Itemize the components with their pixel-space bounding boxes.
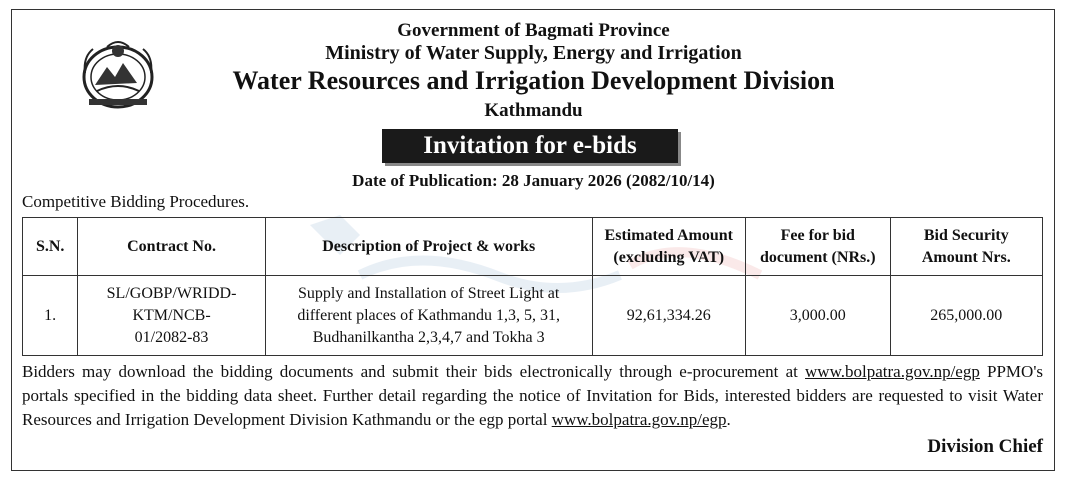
table-row [23,276,1043,356]
header-fee [745,218,890,276]
cell-desc-line2: different places of Kathmandu 1,3, 5, 31, [297,306,561,324]
cell-security: 265,000.00 [890,276,1042,356]
location-title: Kathmandu [484,100,583,121]
notice-text-1: Bidders may download the bidding documents and submit their bids electronically through e-procurement at [22,362,806,381]
invitation-banner: Invitation for e-bids [382,129,678,163]
header-fee-line1: Fee for bid [780,226,855,244]
government-title: Government of Bagmati Province [397,20,670,41]
header-security-line2: Amount Nrs. [921,248,1011,266]
cell-contract-line3: 01/2082-83 [134,328,209,346]
bid-table [22,217,1043,356]
cell-sn: 1. [23,276,78,356]
bolpatra-link-2[interactable]: www.bolpatra.gov.np/egp [551,410,727,429]
table-header-row [23,218,1043,276]
division-title: Water Resources and Irrigation Development Division [232,66,835,95]
cell-contract-line1: SL/GOBP/WRIDD- [106,284,237,302]
notice-text-2: PPMO's portals specified in the bidding data sheet. Further detail regarding the notice of Invitation for Bids, interested bidders are requested to visit Water Resources and Irrigation Development Division Kathmandu or the egp portal [22,362,1044,429]
header-security [890,218,1042,276]
bolpatra-link-1[interactable]: www.bolpatra.gov.np/egp [805,362,980,381]
header-amount-line1: Estimated Amount [604,226,733,244]
header-description: Description of Project & works [265,218,592,276]
header-amount [592,218,745,276]
header-fee-line2: document (NRs.) [760,248,876,266]
cell-amount: 92,61,334.26 [592,276,745,356]
cell-desc-line3: Budhanilkantha 2,3,4,7 and Tokha 3 [312,328,545,346]
signoff-title: Division Chief [927,436,1043,457]
header-sn: S.N. [23,218,78,276]
cell-contract [78,276,265,356]
publication-date: Date of Publication: 28 January 2026 (2082/10/14) [352,171,715,190]
notice-text-3: . [726,410,731,429]
cell-contract-line2: KTM/NCB- [132,306,211,324]
notice-paragraph [22,360,1043,432]
header-contract: Contract No. [78,218,265,276]
cell-description [265,276,592,356]
cell-desc-line1: Supply and Installation of Street Light at [298,284,560,302]
bidding-procedure: Competitive Bidding Procedures. [22,192,250,211]
header-amount-line2: (excluding VAT) [613,248,725,266]
cell-fee: 3,000.00 [745,276,890,356]
ministry-title: Ministry of Water Supply, Energy and Irrigation [325,42,742,64]
header-security-line1: Bid Security [923,226,1009,244]
